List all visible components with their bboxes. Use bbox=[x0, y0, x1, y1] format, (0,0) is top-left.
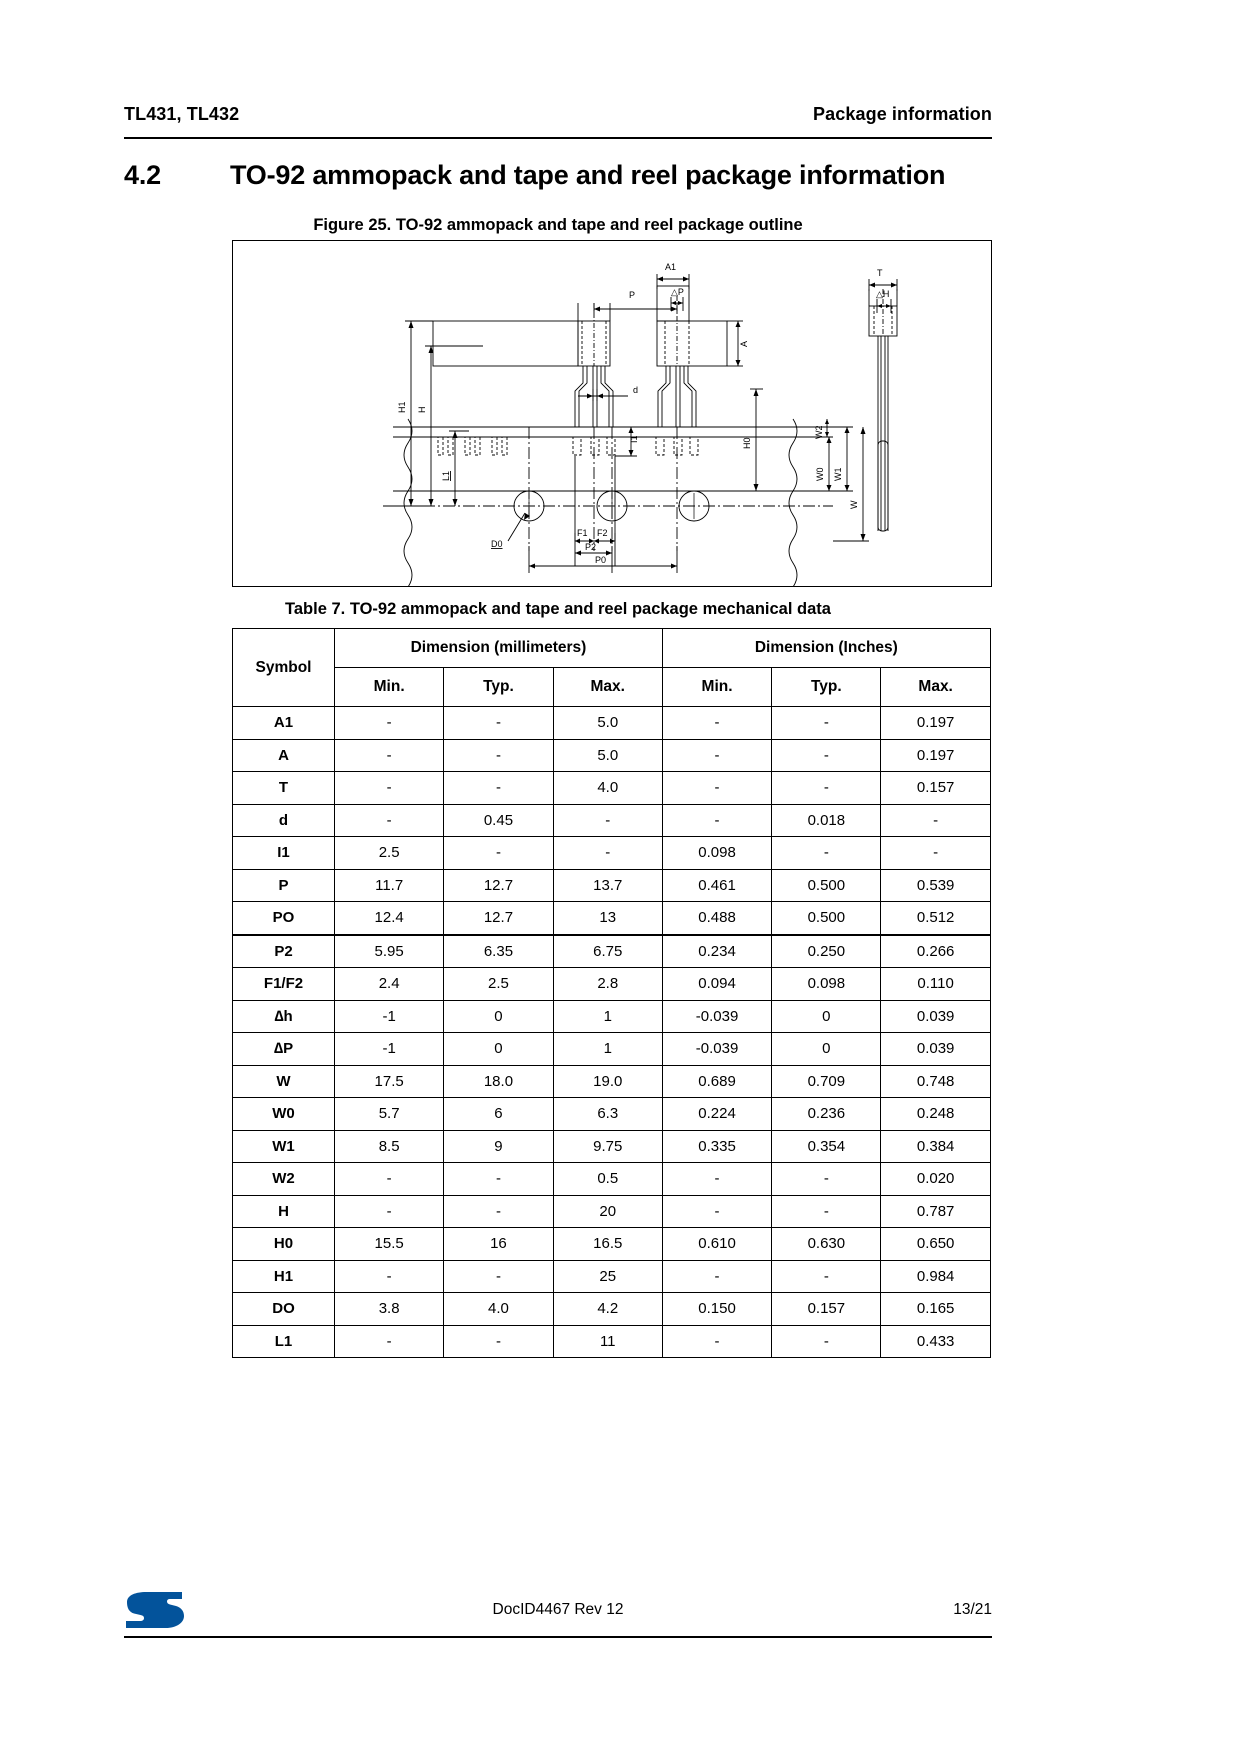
cell-mm-max: 13.7 bbox=[553, 869, 662, 902]
cell-in-min: - bbox=[662, 1325, 771, 1358]
cell-mm-min: 11.7 bbox=[335, 869, 444, 902]
cell-mm-typ: 2.5 bbox=[444, 968, 553, 1001]
cell-mm-typ: 0 bbox=[444, 1033, 553, 1066]
cell-in-min: 0.461 bbox=[662, 869, 771, 902]
cell-mm-max: 0.5 bbox=[553, 1163, 662, 1196]
cell-mm-max: 25 bbox=[553, 1260, 662, 1293]
cell-mm-typ: - bbox=[444, 1325, 553, 1358]
cell-mm-min: 17.5 bbox=[335, 1065, 444, 1098]
table-row bbox=[233, 1325, 991, 1358]
st-logo bbox=[124, 1590, 314, 1630]
figure-label-d0: D0 bbox=[491, 539, 503, 549]
figure-label-w: W bbox=[849, 500, 859, 509]
cell-mm-min: 12.4 bbox=[335, 902, 444, 935]
cell-symbol: W bbox=[233, 1065, 335, 1098]
cell-mm-max: 5.0 bbox=[553, 707, 662, 740]
cell-in-typ: 0.018 bbox=[772, 804, 881, 837]
figure-label-h0: H0 bbox=[742, 437, 752, 449]
table-row bbox=[233, 1293, 991, 1326]
cell-in-min: -0.039 bbox=[662, 1033, 771, 1066]
cell-mm-typ: - bbox=[444, 1195, 553, 1228]
package-outline-figure bbox=[232, 240, 992, 587]
cell-in-typ: - bbox=[772, 1325, 881, 1358]
cell-in-max: - bbox=[881, 837, 990, 870]
figure-label-delta-h-glyph: △H bbox=[876, 289, 890, 299]
figure-label-h1: H1 bbox=[397, 401, 407, 413]
cell-mm-min: -1 bbox=[335, 1000, 444, 1033]
figure-caption: Figure 25. TO-92 ammopack and tape and reel package outline bbox=[313, 216, 803, 234]
figure-label-w0: W0 bbox=[815, 467, 825, 481]
cell-mm-typ: 4.0 bbox=[444, 1293, 553, 1326]
table-row bbox=[233, 1228, 991, 1261]
cell-in-min: 0.234 bbox=[662, 935, 771, 968]
cell-in-min: - bbox=[662, 804, 771, 837]
figure-label-h: H bbox=[417, 406, 427, 413]
cell-mm-min: - bbox=[335, 707, 444, 740]
cell-mm-typ: - bbox=[444, 837, 553, 870]
footer-page-number: 13/21 bbox=[953, 1601, 992, 1618]
cell-in-max: 0.512 bbox=[881, 902, 990, 935]
cell-mm-typ: 16 bbox=[444, 1228, 553, 1261]
cell-mm-max: 1 bbox=[553, 1000, 662, 1033]
cell-mm-max: 20 bbox=[553, 1195, 662, 1228]
cell-in-max: 0.165 bbox=[881, 1293, 990, 1326]
mechanical-data-table bbox=[232, 628, 991, 1358]
cell-in-typ: 0.630 bbox=[772, 1228, 881, 1261]
figure-label-w1: W1 bbox=[833, 467, 843, 481]
cell-mm-max: 2.8 bbox=[553, 968, 662, 1001]
table-row bbox=[233, 837, 991, 870]
figure-label-p2: P2 bbox=[585, 542, 597, 552]
cell-in-max: - bbox=[881, 804, 990, 837]
cell-mm-max: 16.5 bbox=[553, 1228, 662, 1261]
cell-in-max: 0.748 bbox=[881, 1065, 990, 1098]
cell-symbol: P bbox=[233, 869, 335, 902]
cell-in-max: 0.266 bbox=[881, 935, 990, 968]
footer-doc-id: DocID4467 Rev 12 bbox=[492, 1601, 624, 1618]
table-group-header-row bbox=[233, 629, 991, 668]
cell-symbol: L1 bbox=[233, 1325, 335, 1358]
cell-in-min: 0.488 bbox=[662, 902, 771, 935]
table-body bbox=[233, 707, 991, 1358]
column-group-header-mm: Dimension (millimeters) bbox=[335, 629, 663, 668]
figure-label-a1: A1 bbox=[665, 262, 677, 272]
table-row bbox=[233, 772, 991, 805]
table-caption: Table 7. TO-92 ammopack and tape and reel package mechanical data bbox=[285, 600, 831, 618]
column-header-mm-typ: Typ. bbox=[444, 668, 553, 707]
cell-in-min: 0.150 bbox=[662, 1293, 771, 1326]
cell-in-max: 0.039 bbox=[881, 1033, 990, 1066]
cell-symbol: H bbox=[233, 1195, 335, 1228]
column-header-in-min: Min. bbox=[662, 668, 771, 707]
cell-in-max: 0.020 bbox=[881, 1163, 990, 1196]
cell-mm-typ: 12.7 bbox=[444, 902, 553, 935]
cell-mm-typ: - bbox=[444, 772, 553, 805]
cell-in-min: - bbox=[662, 1163, 771, 1196]
cell-symbol: ∆P bbox=[233, 1033, 335, 1066]
cell-in-max: 0.197 bbox=[881, 739, 990, 772]
cell-symbol: W1 bbox=[233, 1130, 335, 1163]
cell-in-typ: 0.236 bbox=[772, 1098, 881, 1131]
header-right-text: Package information bbox=[813, 104, 992, 124]
cell-in-typ: - bbox=[772, 772, 881, 805]
table-row bbox=[233, 869, 991, 902]
cell-symbol: A1 bbox=[233, 707, 335, 740]
cell-symbol: DO bbox=[233, 1293, 335, 1326]
cell-in-typ: - bbox=[772, 739, 881, 772]
figure-label-p: P bbox=[629, 290, 636, 300]
cell-in-min: - bbox=[662, 707, 771, 740]
table-sub-header-row bbox=[233, 668, 991, 707]
cell-mm-min: 5.95 bbox=[335, 935, 444, 968]
cell-in-max: 0.539 bbox=[881, 869, 990, 902]
cell-in-min: - bbox=[662, 772, 771, 805]
cell-mm-max: 6.75 bbox=[553, 935, 662, 968]
cell-in-min: -0.039 bbox=[662, 1000, 771, 1033]
cell-mm-min: - bbox=[335, 1325, 444, 1358]
cell-mm-max: 13 bbox=[553, 902, 662, 935]
cell-in-min: 0.689 bbox=[662, 1065, 771, 1098]
cell-in-typ: 0.500 bbox=[772, 869, 881, 902]
cell-mm-typ: 6 bbox=[444, 1098, 553, 1131]
cell-in-typ: 0.500 bbox=[772, 902, 881, 935]
figure-label-f1: F1 bbox=[577, 528, 588, 538]
cell-in-typ: 0.709 bbox=[772, 1065, 881, 1098]
cell-in-max: 0.110 bbox=[881, 968, 990, 1001]
cell-mm-max: 4.0 bbox=[553, 772, 662, 805]
cell-in-typ: 0.354 bbox=[772, 1130, 881, 1163]
cell-mm-typ: 6.35 bbox=[444, 935, 553, 968]
table-row bbox=[233, 1130, 991, 1163]
figure-label-d: d bbox=[633, 385, 639, 395]
table-row bbox=[233, 1260, 991, 1293]
cell-symbol: H1 bbox=[233, 1260, 335, 1293]
cell-mm-typ: 9 bbox=[444, 1130, 553, 1163]
table-row bbox=[233, 1065, 991, 1098]
cell-mm-min: - bbox=[335, 739, 444, 772]
cell-in-typ: - bbox=[772, 1260, 881, 1293]
cell-in-max: 0.787 bbox=[881, 1195, 990, 1228]
cell-in-max: 0.433 bbox=[881, 1325, 990, 1358]
cell-mm-max: - bbox=[553, 837, 662, 870]
cell-mm-max: 9.75 bbox=[553, 1130, 662, 1163]
page-footer bbox=[124, 1585, 992, 1635]
cell-symbol: ∆h bbox=[233, 1000, 335, 1033]
cell-mm-max: 5.0 bbox=[553, 739, 662, 772]
cell-mm-typ: - bbox=[444, 1163, 553, 1196]
cell-symbol: T bbox=[233, 772, 335, 805]
cell-in-min: 0.335 bbox=[662, 1130, 771, 1163]
column-header-mm-min: Min. bbox=[335, 668, 444, 707]
cell-symbol: I1 bbox=[233, 837, 335, 870]
column-header-mm-max: Max. bbox=[553, 668, 662, 707]
table-row bbox=[233, 1098, 991, 1131]
footer-divider bbox=[124, 1636, 992, 1638]
table-row bbox=[233, 1000, 991, 1033]
cell-mm-min: 5.7 bbox=[335, 1098, 444, 1131]
cell-mm-min: - bbox=[335, 804, 444, 837]
cell-mm-typ: 18.0 bbox=[444, 1065, 553, 1098]
figure-label-l1: L1 bbox=[441, 470, 451, 481]
cell-mm-min: 2.4 bbox=[335, 968, 444, 1001]
table-row bbox=[233, 707, 991, 740]
cell-mm-max: 6.3 bbox=[553, 1098, 662, 1131]
table-row bbox=[233, 1033, 991, 1066]
cell-in-min: 0.224 bbox=[662, 1098, 771, 1131]
cell-mm-typ: - bbox=[444, 739, 553, 772]
column-group-header-inches: Dimension (Inches) bbox=[662, 629, 990, 668]
cell-in-min: - bbox=[662, 1195, 771, 1228]
cell-in-typ: 0 bbox=[772, 1033, 881, 1066]
cell-in-typ: - bbox=[772, 707, 881, 740]
cell-mm-min: 3.8 bbox=[335, 1293, 444, 1326]
cell-in-max: 0.384 bbox=[881, 1130, 990, 1163]
cell-in-min: - bbox=[662, 739, 771, 772]
section-number: 4.2 bbox=[124, 160, 161, 190]
column-header-symbol: Symbol bbox=[233, 629, 335, 707]
cell-in-typ: - bbox=[772, 1163, 881, 1196]
cell-in-max: 0.157 bbox=[881, 772, 990, 805]
cell-mm-min: - bbox=[335, 1163, 444, 1196]
cell-symbol: W0 bbox=[233, 1098, 335, 1131]
cell-mm-typ: 12.7 bbox=[444, 869, 553, 902]
cell-mm-max: - bbox=[553, 804, 662, 837]
table-row bbox=[233, 935, 991, 968]
cell-mm-typ: 0 bbox=[444, 1000, 553, 1033]
cell-mm-min: - bbox=[335, 1260, 444, 1293]
table-head bbox=[233, 629, 991, 707]
table-row bbox=[233, 968, 991, 1001]
column-header-in-max: Max. bbox=[881, 668, 990, 707]
cell-mm-typ: - bbox=[444, 1260, 553, 1293]
cell-mm-min: - bbox=[335, 1195, 444, 1228]
cell-in-max: 0.984 bbox=[881, 1260, 990, 1293]
cell-mm-max: 1 bbox=[553, 1033, 662, 1066]
cell-in-max: 0.197 bbox=[881, 707, 990, 740]
header-left-text: TL431, TL432 bbox=[124, 104, 240, 124]
header-divider bbox=[124, 137, 992, 139]
cell-in-min: 0.098 bbox=[662, 837, 771, 870]
figure-label-delta-p-glyph: △P bbox=[671, 287, 684, 297]
figure-label-i1: I1 bbox=[629, 435, 639, 443]
cell-symbol: A bbox=[233, 739, 335, 772]
cell-in-min: - bbox=[662, 1260, 771, 1293]
cell-mm-min: 8.5 bbox=[335, 1130, 444, 1163]
cell-symbol: d bbox=[233, 804, 335, 837]
cell-in-min: 0.094 bbox=[662, 968, 771, 1001]
cell-mm-typ: 0.45 bbox=[444, 804, 553, 837]
cell-symbol: H0 bbox=[233, 1228, 335, 1261]
cell-mm-min: - bbox=[335, 772, 444, 805]
figure-label-p0: P0 bbox=[595, 555, 607, 565]
cell-mm-min: 2.5 bbox=[335, 837, 444, 870]
cell-in-typ: - bbox=[772, 1195, 881, 1228]
cell-mm-max: 11 bbox=[553, 1325, 662, 1358]
cell-symbol: PO bbox=[233, 902, 335, 935]
page-header bbox=[124, 104, 992, 125]
table-row bbox=[233, 1195, 991, 1228]
cell-mm-typ: - bbox=[444, 707, 553, 740]
figure-label-w2: W2 bbox=[814, 425, 824, 439]
cell-in-max: 0.248 bbox=[881, 1098, 990, 1131]
cell-symbol: P2 bbox=[233, 935, 335, 968]
cell-in-typ: 0.157 bbox=[772, 1293, 881, 1326]
table-row bbox=[233, 804, 991, 837]
section-heading bbox=[124, 160, 1004, 191]
cell-symbol: W2 bbox=[233, 1163, 335, 1196]
cell-in-typ: 0 bbox=[772, 1000, 881, 1033]
cell-mm-max: 4.2 bbox=[553, 1293, 662, 1326]
cell-in-typ: 0.098 bbox=[772, 968, 881, 1001]
column-header-in-typ: Typ. bbox=[772, 668, 881, 707]
figure-label-t: T bbox=[877, 268, 883, 278]
table-row bbox=[233, 1163, 991, 1196]
cell-in-max: 0.650 bbox=[881, 1228, 990, 1261]
cell-in-min: 0.610 bbox=[662, 1228, 771, 1261]
cell-in-max: 0.039 bbox=[881, 1000, 990, 1033]
table-row bbox=[233, 902, 991, 935]
table-row bbox=[233, 739, 991, 772]
cell-mm-max: 19.0 bbox=[553, 1065, 662, 1098]
section-title-text: TO-92 ammopack and tape and reel package information bbox=[230, 160, 946, 190]
cell-in-typ: - bbox=[772, 837, 881, 870]
cell-mm-min: -1 bbox=[335, 1033, 444, 1066]
figure-label-f2: F2 bbox=[597, 528, 608, 538]
cell-symbol: F1/F2 bbox=[233, 968, 335, 1001]
cell-in-typ: 0.250 bbox=[772, 935, 881, 968]
cell-mm-min: 15.5 bbox=[335, 1228, 444, 1261]
figure-label-a: A bbox=[739, 340, 749, 347]
